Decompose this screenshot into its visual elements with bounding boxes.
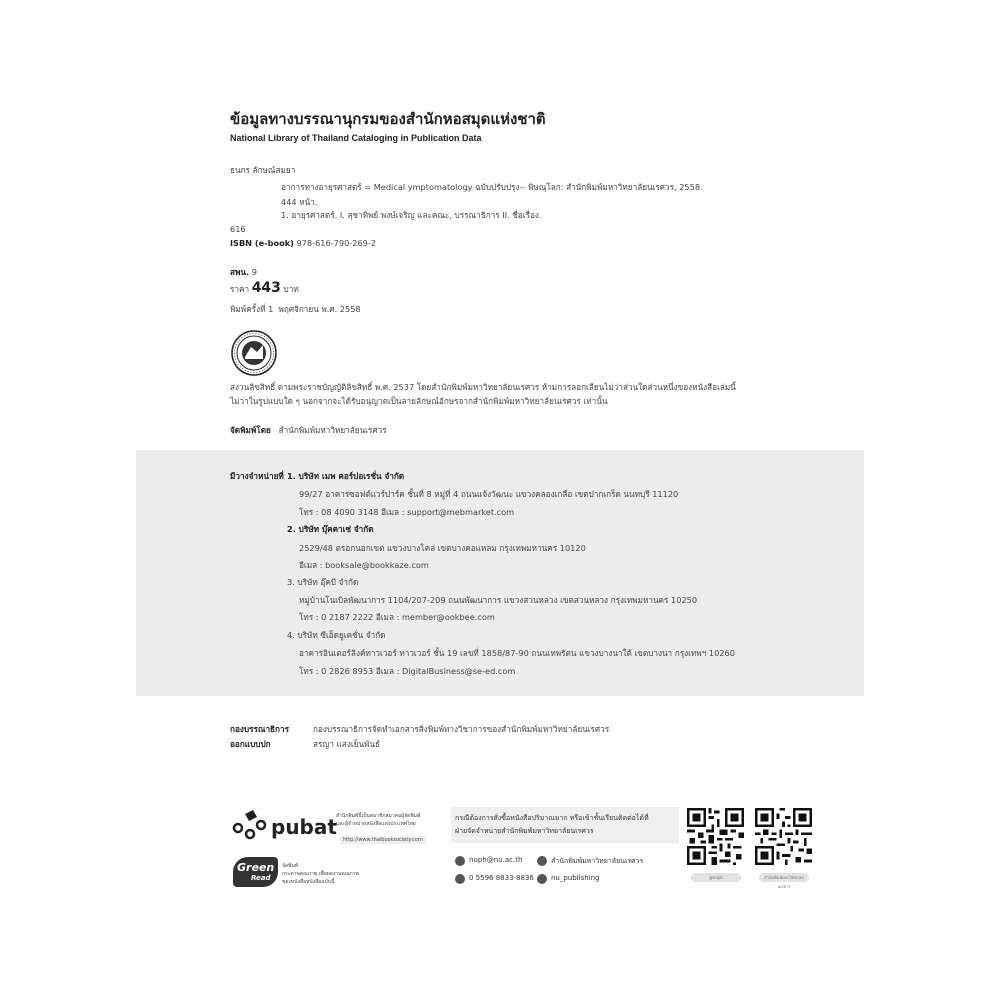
price-label: ราคา: [230, 284, 250, 294]
page-title-th: ข้อมูลทางบรรณานุกรมของสำนักหอสมุดแห่งชาติ: [230, 110, 546, 128]
distributor-2-address: 2529/48 ตรอกนอกเขต แขวงบางโคล่ เขตบางคอแหลม กรุงเทพมหานคร 10120: [299, 543, 586, 553]
isbn-value: 978-616-790-269-2: [296, 238, 377, 248]
green-read-text: Green: [237, 861, 275, 874]
contact-email[interactable]: nuph@nu.ac.th: [469, 856, 523, 864]
edition-label: พิมพ์ครั้งที่ 1: [230, 304, 274, 314]
twitter-icon: [537, 874, 547, 884]
notice-line-1: กรณีต้องการสั่งซื้อหนังสือปริมาณมาก หรือเข้าชั้นเรียนติดต่อได้ที่: [455, 814, 649, 822]
code-line: [230, 266, 257, 279]
catalog-pages: 444 หน้า.: [281, 197, 318, 207]
editorial-label: กองบรรณาธิการ: [230, 724, 290, 734]
distributor-4-address: อาคารอินเตอร์ลิงค์ทาวเวอร์ ทาวเวอร์ ชั้น 19 เลขที่ 1858/87-90 ถนนเทพรัตน แขวงบางนาใต้ เขตบางนา กรุงเทพฯ 10260: [299, 648, 735, 658]
distributor-2-contact: อีเมล : booksale@bookkaze.com: [299, 560, 429, 570]
price-value: 443: [251, 280, 281, 296]
publisher-label: จัดพิมพ์โดย: [230, 425, 271, 435]
pubat-url-link[interactable]: http://www.thaibooksociety.com: [340, 836, 426, 844]
distributor-3-address: หมู่บ้านโนเบิลพัฒนาการ 1104/207-209 ถนนพัฒนาการ แขวงสวนหลวง เขตสวนหลวง กรุงเทพมหานคร 10250: [299, 595, 698, 605]
distributor-4-contact: โทร : 0 2826 8953 อีเมล : DigitalBusiness@se-ed.com: [299, 666, 516, 676]
facebook-icon: [537, 856, 547, 866]
facebook-qr-icon[interactable]: [755, 808, 812, 865]
line-qr-label: @nuph: [691, 873, 741, 882]
green-desc-1: จัดพิมพ์: [282, 863, 299, 869]
page-title-en: National Library of Thailand Cataloging in Publication Data: [230, 133, 482, 143]
green-read-logo-icon: [233, 857, 278, 887]
publisher-value: สำนักพิมพ์มหาวิทยาลัยนเรศวร: [278, 425, 387, 435]
pubat-logo-icon: [231, 808, 269, 842]
green-desc-3: ของหนังสือหนังสือฉบับนี้: [282, 879, 335, 885]
catalog-subjects: 1. อายุรศาสตร์. I. สุชาทิพย์ พงษ์เจริญ และคณะ, บรรณาธิการ II. ชื่อเรื่อง.: [281, 210, 542, 220]
contact-facebook[interactable]: สำนักพิมพ์มหาวิทยาลัยนเรศวร: [551, 857, 644, 865]
copyright-line-1: สงวนลิขสิทธิ์ ตามพระราชบัญญัติลิขสิทธิ์ พ.ศ. 2537 โดยสำนักพิมพ์มหาวิทยาลัยนเรศวร ห้ามการลอกเลียนไม่ว่าส่วนใดส่วนหนึ่งของหนังสือเล่มนี้: [230, 382, 736, 392]
green-read-sub: Read: [251, 874, 271, 882]
pubat-wordmark: pubat: [271, 815, 337, 839]
email-icon: [455, 856, 465, 866]
pubat-desc-1: สำนักพิมพ์นี้เป็นสมาชิกสมาคมผู้จัดพิมพ์: [336, 813, 421, 819]
distributor-3-name: 3. บริษัท อุ๊คบี จำกัด: [287, 577, 359, 587]
thai-seal-icon: [231, 330, 277, 376]
pubat-desc-2: และผู้จำหน่ายหนังสือแห่งประเทศไทย: [336, 821, 416, 827]
catalog-classno: 616: [230, 224, 246, 234]
distributor-1-name: 1. บริษัท เมพ คอร์ปอเรชั่น จำกัด: [287, 471, 405, 481]
code-label: สพน.: [230, 267, 250, 277]
contact-phone[interactable]: 0 5596 8833-8836: [469, 874, 534, 882]
edition-line: [230, 303, 361, 316]
publisher-line: [230, 424, 387, 437]
editorial-value: กองบรรณาธิการจัดทำเอกสารสิ่งพิมพ์ทางวิชาการของสำนักพิมพ์มหาวิทยาลัยนเรศวร: [313, 724, 610, 734]
green-desc-2: กระดาษคุณภาพ เพื่อผลงานคุณภาพ: [282, 871, 359, 877]
code-value: 9: [251, 267, 257, 277]
price-line: [230, 280, 299, 296]
cover-value: สรญา แสงเย็นพันธ์: [313, 739, 381, 749]
isbn-line: [230, 238, 376, 248]
distributor-1-address: 99/27 อาคารซอฟต์แวร์ปาร์ค ชั้นที่ 8 หมู่ที่ 4 ถนนแจ้งวัฒนะ แขวงคลองเกลือ เขตปากเกร็ด นนทบุรี 11120: [299, 489, 679, 499]
phone-icon: [455, 874, 465, 884]
distributor-4-name: 4. บริษัท ซีเอ็ดยูเคชั่น จำกัด: [287, 630, 386, 640]
copyright-line-2: ไม่ว่าในรูปแบบใด ๆ นอกจากจะได้รับอนุญาตเป็นลายลักษณ์อักษรจากสำนักพิมพ์มหาวิทยาลัยนเรศวร เท่านั้น: [230, 396, 608, 406]
isbn-label: ISBN (e-book): [230, 238, 294, 248]
line-qr-icon[interactable]: [687, 808, 744, 865]
edition-date: พฤศจิกายน พ.ศ. 2558: [278, 304, 361, 314]
contact-twitter[interactable]: nu_publishing: [551, 874, 600, 882]
distributor-1-contact: โทร : 08 4090 3148 อีเมล : support@mebmarket.com: [299, 507, 515, 517]
catalog-author: ธนกร ลักษณ์สมยา: [230, 165, 296, 175]
facebook-qr-label: สำนักพิมพ์มหาวิทยาลัยนเรศวร: [759, 873, 809, 882]
distributor-3-contact: โทร : 0 2187 2222 อีเมล : member@ookbee.com: [299, 612, 495, 622]
cover-label: ออกแบบปก: [230, 739, 271, 749]
distributor-2-name: 2. บริษัท บุ๊คคาเซ่ จำกัด: [287, 524, 374, 534]
distributors-label: มีวางจำหน่ายที่: [230, 471, 284, 481]
catalog-title-line: อาการทางอายุรศาสตร์ = Medical ymptomatology ฉบับปรับปรุง-- พิษณุโลก: สำนักพิมพ์มหาวิทยาลัยนเรศวร, 2558.: [281, 182, 703, 192]
price-unit: บาท: [283, 284, 299, 294]
notice-line-2: ฝ่ายจัดจำหน่ายสำนักพิมพ์มหาวิทยาลัยนเรศวร: [455, 827, 594, 835]
